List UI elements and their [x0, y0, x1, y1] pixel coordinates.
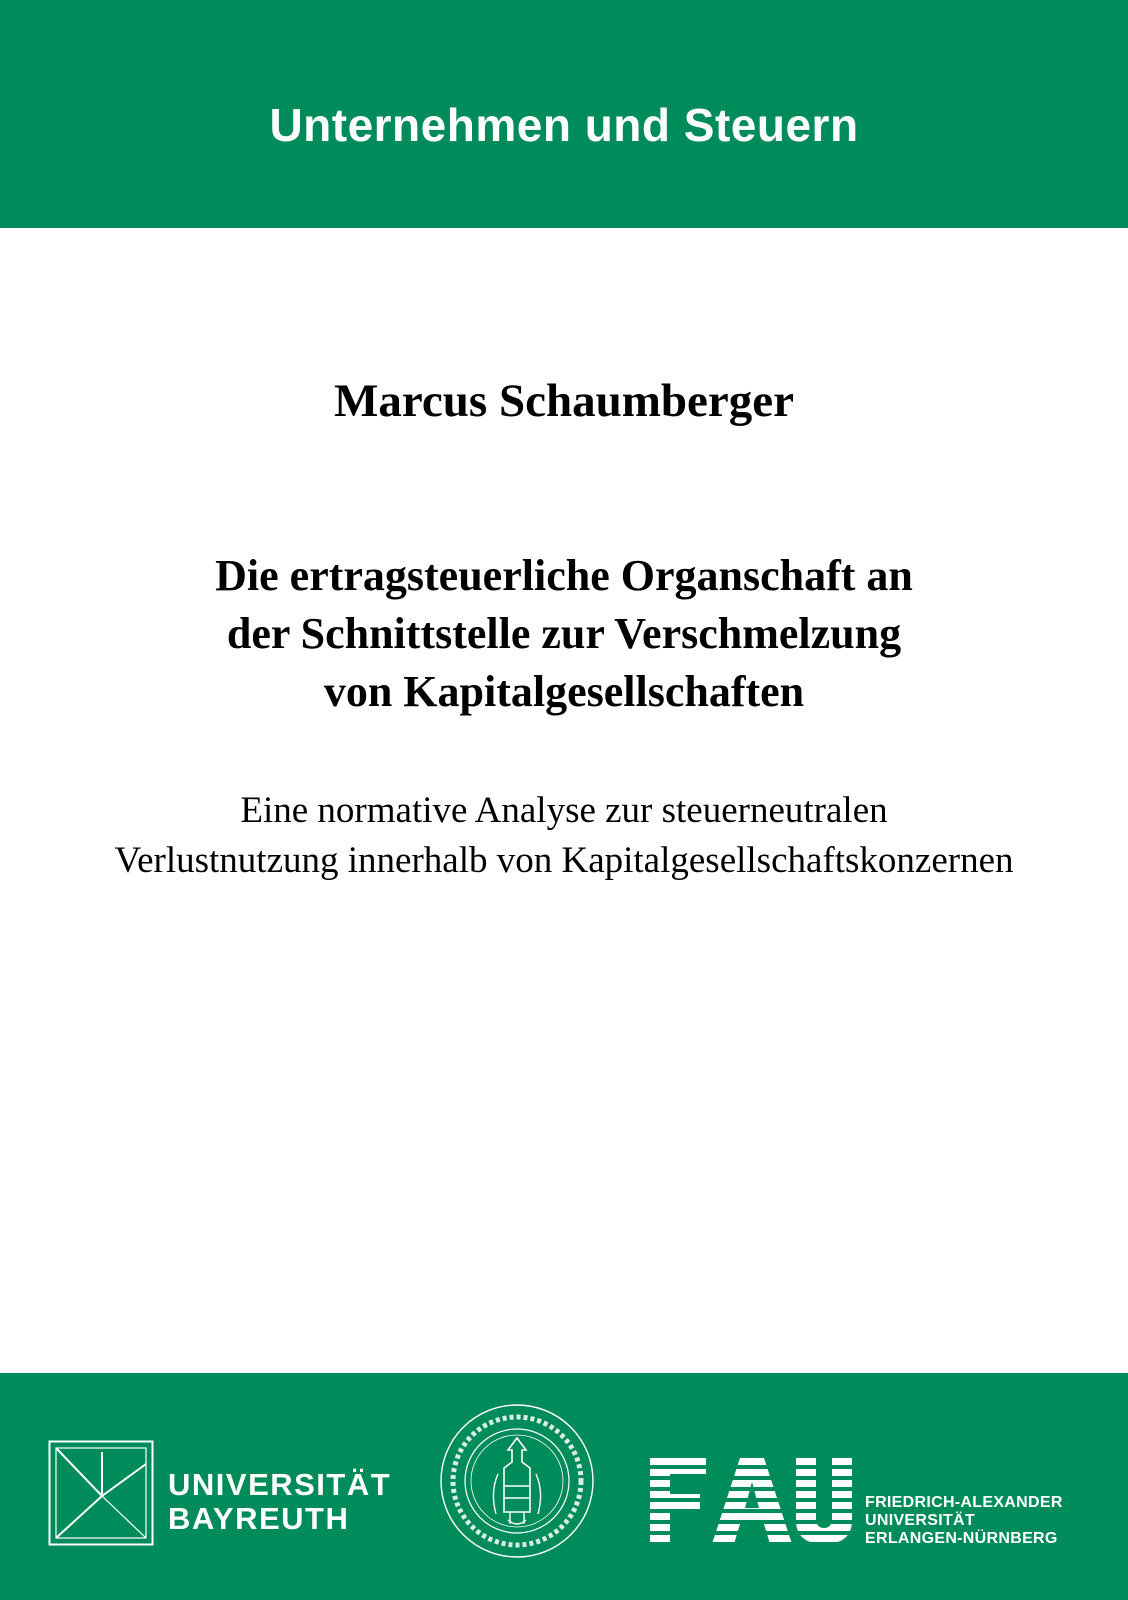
university-bayreuth-logo-icon	[48, 1440, 154, 1546]
book-title-line: der Schnittstelle zur Verschmelzung	[226, 609, 902, 658]
author-name: Marcus Schaumberger	[334, 375, 794, 427]
book-subtitle	[0, 786, 1128, 886]
university-bayreuth-wordmark	[168, 1468, 391, 1536]
book-subtitle-line: Eine normative Analyse zur steuerneutralen	[240, 790, 888, 831]
bayreuth-line: BAYREUTH	[168, 1501, 350, 1536]
bayreuth-line: UNIVERSITÄT	[168, 1467, 392, 1502]
fau-wordmark	[865, 1494, 1063, 1548]
fau-line: ERLANGEN-NÜRNBERG	[865, 1530, 1058, 1547]
university-bamberg-seal-icon	[438, 1402, 596, 1560]
university-bayreuth-logo	[48, 1440, 392, 1546]
fau-line: UNIVERSITÄT	[865, 1512, 975, 1529]
series-title: Unternehmen und Steuern	[269, 99, 859, 151]
book-title	[0, 547, 1128, 721]
book-title-line: von Kapitalgesellschaften	[323, 667, 805, 716]
fau-logo	[650, 1458, 1090, 1547]
fau-logo-icon	[650, 1458, 852, 1544]
book-title-line: Die ertragsteuerliche Organschaft an	[215, 551, 913, 600]
book-subtitle-line: Verlustnutzung innerhalb von Kapitalgesellschaftskonzernen	[114, 840, 1014, 881]
fau-line: FRIEDRICH-ALEXANDER	[865, 1494, 1063, 1511]
